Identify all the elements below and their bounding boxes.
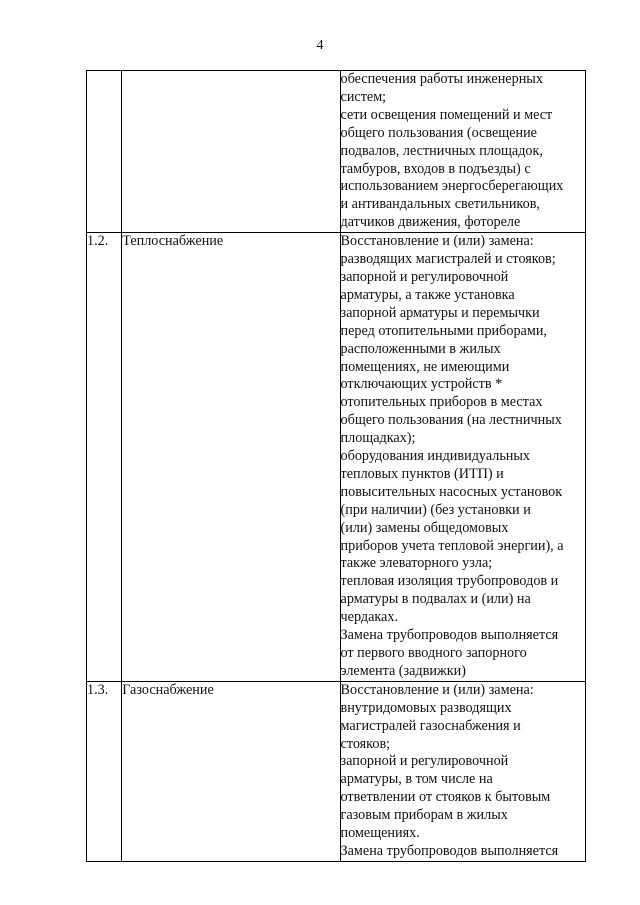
work-line: повысительных насосных установок [340,483,563,500]
row-number-cell: 1.2. [87,233,122,682]
row-work-cell [340,233,585,682]
work-line: от первого вводного запорного [340,645,527,661]
row-work-cell [340,71,585,233]
work-line: площадках); [340,430,416,447]
work-line: перед отопительными приборами, [340,322,547,339]
work-line: и антивандальных светильников, [340,196,540,213]
work-line: сети освещения помещений и мест [340,106,553,123]
page-number: 4 [316,38,324,53]
table-row [87,681,586,861]
work-line: внутридомовых разводящих [340,699,512,716]
row-number-cell: 1.3. [87,681,122,861]
work-line: Замена трубопроводов выполняется [340,627,559,644]
works-table [86,70,586,862]
work-line: разводящих магистралей и стояков; [340,251,556,268]
row-name-cell [122,71,340,233]
work-line: запорной и регулировочной [340,753,509,770]
row-number-cell [87,71,122,233]
work-line: приборов учета тепловой энергии), а [340,537,564,554]
row-work-cell [340,681,585,861]
work-line: арматуры, в том числе на [340,771,493,788]
work-line: помещениях, не имеющими [340,358,510,375]
work-line: систем; [340,88,387,105]
work-line: Замена трубопроводов выполняется [340,842,559,859]
work-line: (при наличии) (без установки и [340,501,531,518]
work-line: оборудования индивидуальных [340,448,531,465]
work-line: стояков; [340,735,391,752]
work-line: обеспечения работы инженерных [340,71,543,87]
row-name-cell: Газоснабжение [122,681,340,861]
work-line: общего пользования (на лестничных [340,412,562,429]
work-line: также элеваторного узла; [340,555,493,572]
work-line: арматуры в подвалах и (или) на [340,591,531,608]
work-line: помещениях. [340,825,420,842]
work-line: запорной и регулировочной [340,268,509,285]
work-line: арматуры, а также установка [340,286,515,303]
work-line: отопительных приборов в местах [340,394,543,411]
work-line: подвалов, лестничных площадок, [340,142,543,159]
work-line: чердаках. [340,609,398,626]
work-line: магистралей газоснабжения и [340,717,521,734]
work-line: газовым приборам в жилых [340,807,508,824]
work-line: ответвлении от стояков к бытовым [340,789,551,806]
work-line: запорной арматуры и перемычки [340,304,540,321]
work-line: Восстановление и (или) замена: [340,681,534,698]
work-line: тепловых пунктов (ИТП) и [340,465,504,482]
work-line: тамбуров, входов в подъезды) с [340,160,531,177]
work-line: общего пользования (освещение [340,124,537,141]
work-line: использованием энергосберегающих [340,178,564,195]
work-line: элемента (задвижки) [340,662,466,679]
work-line: Восстановление и (или) замена: [340,233,534,250]
table-row [87,233,586,682]
work-line: тепловая изоляция трубопроводов и [340,573,559,590]
table-row [87,71,586,233]
work-line: расположенными в жилых [340,340,501,357]
work-line: датчиков движения, фотореле [340,214,521,231]
work-line: (или) замены общедомовых [340,519,509,536]
work-line: отключающих устройств * [340,376,503,393]
row-name-cell: Теплоснабжение [122,233,340,682]
